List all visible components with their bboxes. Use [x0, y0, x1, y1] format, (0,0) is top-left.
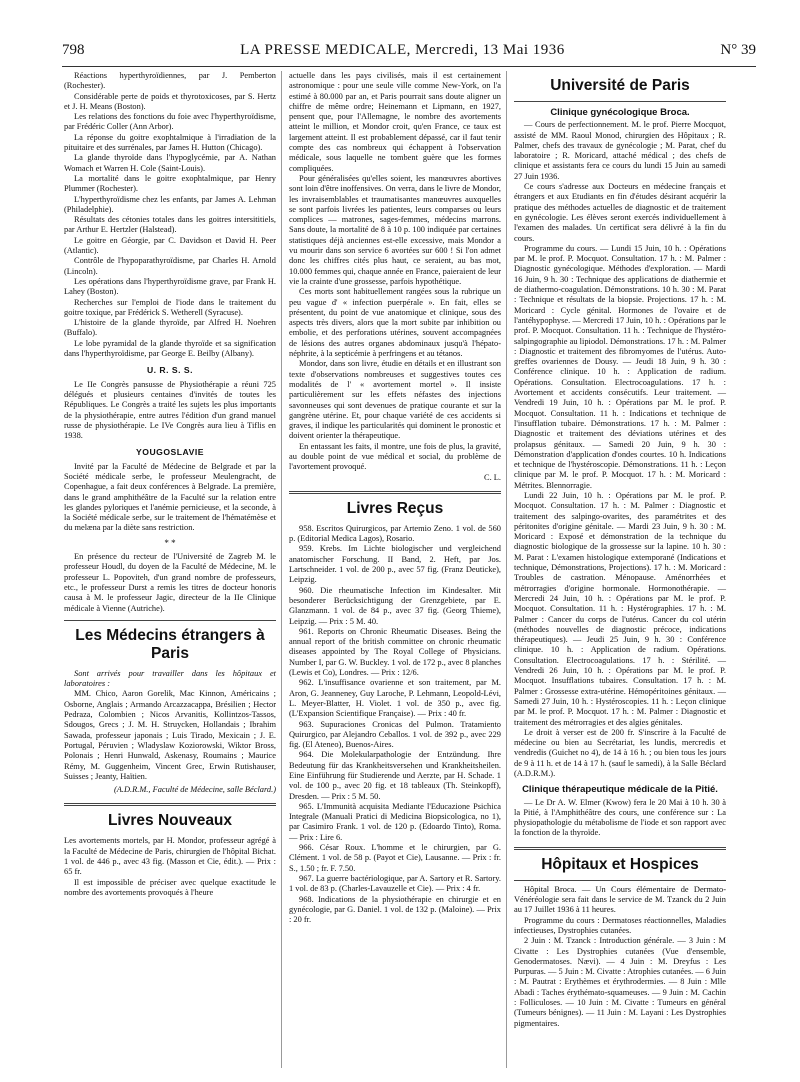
book-entry: 959. Krebs. Im Lichte biologischer und vergleichend anatomischer Forschung. II Band, 2. Heft, par Jos. Lartschneider. 1 vol. de 200 p., avec 57 fig. (Franz Deuticke), Leipzig.: [289, 544, 501, 585]
book-entry: 962. L'insuffisance ovarienne et son traitement, par M. Aron, G. Jeanneney, Guy Laroche, P. Lehmann, Leopold-Lévi, L. Meyer-Blatter, H. Violet. 1 vol. de 350 p., avec fig. (L'Expansion Scientifique Française). — Prix : 40 fr.: [289, 678, 501, 719]
medecins-text: MM. Chico, Aaron Gorelik, Mac Kinnon, Américains ; Osborne, Anglais ; Armando Arcazzacappa, Brésilien ; Hector Pedraza, Colombien ; Nicos Arvanitis, Kollintzos-Tassos, Sdougos, Grecs ; J. M. H. Struycken, Hollandais ; Ibrahim Sawada, professeur japonais ; Luis Tirado, Mexicain ; J. E. Portugal, Péruvien ; Wladyslaw Koziorowski, Wiktor Bross, Polonais ; Henri Hunwald, Askenasy, Roumains ; Maurice Rémy, M. Guggenheim, Vincent Grec, Erwin Rutishauser, Suisses ; Jeanty, Haïtien.: [64, 689, 276, 781]
book-entry: 963. Supuraciones Cronicas del Pulmon. Tratamiento Quirurgico, par Alejandro Ceballos. 1 vol. de 392 p., avec 229 fig. (El Ateneo), Buenos-Aires.: [289, 719, 501, 750]
section-rule: [64, 620, 276, 621]
column-divider: [281, 71, 282, 1068]
review-paragraph: Ces morts sont habituellement rangées sous la rubrique un peu vague d' « infection puerpérale ». En fait, elles se présentent, du point de vue anatomique et clinique, sous des aspects très divers, alors que la mort subite par inhibition ou embolie, et des perforations utérines, souvent accompagnées de lésions des autres organes abdominaux jusqu'à l'hépato-néphrite, à la septicémie à perfringens et au tétanos.: [289, 287, 501, 359]
book-review-entry: Les avortements mortels, par H. Mondor, professeur agrégé à la Faculté de Médecine de Paris, chirurgien de l'hôpital Bichat. 1 vol. de 446 p., avec 43 fig. (Masson et Cie, édit.). — Prix : 65 fr.: [64, 836, 276, 877]
clinique-text: Programme du cours. — Lundi 15 Juin, 10 h. : Opérations par M. le prof. P. Mocquot. Consultation. 17 h. : M. Palmer : Diagnostic gynécologique. Méthodes d'exploration. — Mardi 16 Juin, 9 h. 30 : Technique des applications de diathermie et de diathermo-coagulation. Démonstrations. 10 h. 30 : M. Parat : Technique et résultats de la biopsie. Projections. 17 h. : M. Moricard : Cycle génital. Hormones de l'ovaire et de l'antéhypophyse. — Mercredi 17 Juin, 10 h. : Opérations par le prof. P. Mocquot. Consultation. 11 h. : Technique de l'hystéro-salpingographie au lipiodol. Démonstrations. 17 h. : M. Palmer : Diagnostic et traitement des fibromyomes de l'utérus. Auto-greffes ovariennes de Dousy. — Jeudi 18 Juin, 9 h. 30 : Conférence clinique. 10 h. : Application de radium. Opérations. Consultation. Electrocoagulations. 17 h. : Avortement et accidents consécutifs. Leur traitement. — Vendredi 19 Juin, 10 h. : Opérations par M. le prof. P. Mocquot. Consultation. 11 h. : Indications et technique de l'insufflation tubaire. Démonstrations. 17 h. : M. Palmer : Diagnostic et traitement des déviations utérines et des prolapsus génitaux. — Samedi 20 Juin, 9 h. 30 : Démonstration d'application d'ondes courtes. 10 h. Indications et technique de l'hystéroscopie. Démonstrations. 11 h. : Leçon clinique par M. le prof. P. Mocquot. 17 h. : M. Moricard : Métrites. Blennorragie.: [514, 243, 726, 490]
book-entry: 960. Die rheumatische Infection im Kindesalter. Mit besonderer Berücksichtigung der Grenzgebiete, par E. Glanzmann. 1 vol. de 84 p., avec 37 fig. (Georg Thieme), Leipzig. — Prix : 5 M. 40.: [289, 585, 501, 626]
hopitaux-heading: Hôpitaux et Hospices: [541, 855, 699, 873]
section-rule: [514, 101, 726, 102]
yougoslavie-text: Invité par la Faculté de Médecine de Belgrade et par la Société médicale serbe, le professeur Meulengracht, de Copenhague, a fait deux conférences à Belgrade. La première, dans le grand amphithéâtre de la Faculté sur la relation entre les glandes pyloriques et l'anémie pernicieuse, et la seconde, à la Société médicale serbe, sur le traitement de l'hématémèse et du melæna par la diète sans restriction.: [64, 461, 276, 533]
reference-item: Le goitre en Géorgie, par C. Davidson et David H. Peer (Atlantic).: [64, 235, 276, 256]
reference-item: Considérable perte de poids et thyrotoxicoses, par S. Hertz et J. H. Means (Boston).: [64, 91, 276, 111]
page-number: 798: [62, 42, 85, 58]
book-entry: 967. La guerre bactériologique, par A. Sartory et R. Sartory. 1 vol. de 83 p. (Charles-Lavauzelle et Cie). — Prix : 4 fr.: [289, 873, 501, 894]
reference-item: L'histoire de la glande thyroïde, par Alfred H. Noehren (Buffalo).: [64, 318, 276, 338]
publication-title: LA PRESSE MEDICALE, Mercredi, 13 Mai 1936: [240, 42, 565, 58]
reference-item: L'hyperthyroïdisme chez les enfants, par James A. Lehman (Philadelphie).: [64, 194, 276, 214]
urss-text: Le IIe Congrès pansusse de Physiothérapie a réuni 725 délégués et plusieurs centaines d'invités de toutes les Républiques. Le Congrès a traité les sujets les plus importants de la physiothérapie, entre autres l'édition d'un grand manuel russe de physiothérapie. Le IVe Congrès aura lieu à Tiflis en 1938.: [64, 379, 276, 441]
medecins-heading: Les Médecins étrangers à Paris: [75, 626, 265, 662]
book-review-text: Il est impossible de préciser avec quelque exactitude le nombre des avortements provoqués à l'heure: [64, 877, 276, 897]
book-entry: 966. César Roux. L'homme et le chirurgien, par G. Clément. 1 vol. de 58 p. (Payot et Cie), Lausanne. — Prix : fr. S., 1.50 ; fr. F. 7.50.: [289, 843, 501, 873]
separator-stars: * *: [164, 537, 176, 548]
review-paragraph: actuelle dans les pays civilisés, mais il est certainement astronomique : pour une seule ville comme New-York, on l'a estimé à 80.000 par an, et Paris pourrait sans doute aligner un chiffre de même ordre; Heinemann et Lipmann, en 1927, pensent que, pour l'Allemagne, le nombre des avortements atteint le million, et Mondor croit, qu'en France, ce taux est largement atteint. Il est probablement dépassé, car il faut tenir compte des cas nombreux qui échappent à l'observation médicale, sous laquelle ne tombent guère que les formes compliquées.: [289, 71, 501, 173]
clinique-text: Lundi 22 Juin, 10 h. : Opérations par M. le prof. P. Mocquot. Consultation. 17 h. : M. Palmer : Diagnostic et traitement des salpingo-ovarites, des paramétrites et des péritonites d'origine génitale. — Mardi 23 Juin, 9 h. 30 : M. Moricard : Exposé et démonstration de la technique du diagnostic biologique de la grossesse sur la lapine. 10 h. 30 : M. Parat : L'examen histologique extemporané (Indications et technique, Démonstrations, Projections). 17 h. : M. Moricard : Troubles de castration. Ménopause. Aménorrhées et métrorragies d'origine hormonale. Hormonothérapie. — Mercredi 24 Juin, 10 h. : Opérations par M. le prof. P. Mocquot. Consultation. 11 h. : Hystérographies. 17 h. : M. Palmer : Cancer du corps de l'utérus. Cancer du col utérin (méthodes nouvelles de diagnostic précoce, indications thérapeutiques). — Jeudi 25 Juin, 9 h. 30 : Conférence clinique. 10 h. : Application de radium. Opérations. Consultation. Electrocoagulations. 17 h. : Stérilité. — Vendredi 26 Juin, 10 h. : Opérations par M. le prof. P. Mocquot. Insufflations tubaires. Consultation. 17 h. : M. Palmer : Grossesse extra-utérine. Hémopéritoines génitaux. — Samedi 27 Juin, 10 h. : Hystéroscopies. 11 h. : Leçon clinique par M. le prof. P. Mocquot. 17 h. : M. Palmer : Diagnostic et traitement des métrorragies et des algies génitales.: [514, 490, 726, 727]
livres-nouveaux-heading: Livres Nouveaux: [107, 812, 233, 830]
reference-item: Contrôle de l'hypoparathyroïdisme, par Charles H. Arnold (Lincoln).: [64, 256, 276, 276]
references-list: [64, 71, 276, 359]
review-signature: C. L.: [484, 472, 501, 482]
reference-item: Réactions hyperthyroïdiennes, par J. Pemberton (Rochester).: [64, 71, 276, 91]
page-header: [62, 42, 756, 64]
section-rule: [289, 491, 501, 494]
book-entry: 964. Die Molekularpathologie der Entzündung. Ihre Bedeutung für das Krankheitsversehen und Krankheitsheilen. Eine Einführung für Studierende und Aerzte, par H. Schade. 1 vol. de 100 p., avec 20 fig. et 18 tableaux (Th. Steinkopff), Dresden. — Prix : 5 M. 50.: [289, 750, 501, 801]
review-paragraph: En entassant les faits, il montre, une fois de plus, la gravité, au double point de vue médical et social, du problème de l'avortement provoqué.: [289, 441, 501, 472]
section-rule: [514, 847, 726, 850]
column-2: [289, 71, 501, 925]
review-paragraph: Mondor, dans son livre, étudie en détails et en illustrant son texte d'observations nombreuses et suggestives toutes ces modalités de l' « avortement mortel ». Il insiste particulièrement sur les effets néfastes des injections savonneuses qui sont devenues de pratique courante et sur la gangrène utérine. Et, pour chaque variété de ces accidents si graves, il indique les particularités qui dominent le pronostic et doivent orienter la thérapeutique.: [289, 359, 501, 441]
reference-item: Résultats des cétonies totales dans les goitres intersititiels, par Arthur E. Hertzler (Halstead).: [64, 215, 276, 235]
urss-heading: U. R. S. S.: [146, 365, 194, 376]
reference-item: La réponse du goitre exophtalmique à l'irradiation de la pituitaire et des surrénales, par James H. Hutton (Chicago).: [64, 132, 276, 153]
zagreb-text: En présence du recteur de l'Université de Zagreb M. le professeur Houdl, du doyen de la Faculté de Médecine, M. le professeur L. Popoviteh, d'un grand nombre de professeurs, etc., le professeur Durst a remis les titres de docteur honoris causa à M. le professeur Jagic, directeur de la IIe Clinique médicale à Vienne (Autriche).: [64, 552, 276, 613]
medecins-intro: Sont arrivés pour travailler dans les hôpitaux et laboratoires :: [64, 668, 276, 689]
reference-item: Le lobe pyramidal de la glande thyroïde et sa signification dans l'hyperthyroïdisme, par George E. Beilby (Albany).: [64, 338, 276, 359]
books-list: [289, 524, 501, 926]
issue-number: N° 39: [720, 42, 756, 58]
column-3: [514, 71, 726, 1029]
section-rule: [514, 880, 726, 881]
hopital-text: Programme du cours : Dermatoses réactionnelles, Maladies infectieuses, Dystrophies cutanées.: [514, 915, 726, 935]
section-rule: [64, 803, 276, 806]
review-paragraph: Pour généralisées qu'elles soient, les manœuvres abortives sont loin d'être inoffensives. On verra, dans le livre de Mondor, les invraisemblables et traumatisantes manœuvres auxquelles se sont parfois livrées les patientes, leurs comparses ou leurs complices — matrones, sages-femmes, médecins marrons. Sans doute, la mortalité de 8 à 10 p. 100 indiquée par certaines statistiques déjà anciennes est-elle excessive, mais Mondor a vu mourir dans son service 6 avortées sur 600 ! Si l'on admet donc les chiffres cités plus haut, ce seraient, au bas mot, 10.000 femmes qui, chaque année en France, paieraient de leur vie la crainte d'une grossesse, parfois hypothétique.: [289, 173, 501, 286]
book-entry: 968. Indications de la physiothérapie en chirurgie et en gynécologie, par G. Daniel. 1 vol. de 132 p. (Maloine). — Prix : 20 fr.: [289, 894, 501, 925]
universite-heading: Université de Paris: [550, 77, 690, 94]
clinique-text: — Cours de perfectionnement. M. le prof. Pierre Mocquot, assisté de MM. Raoul Monod, chirurgien des Hôpitaux ; R. Palmer, chefs des travaux de gynécologie ; M. Parat, chef du laboratoire ; R. Moricard, attaché médical ; des chefs de clinique et assistants fera ce cours du lundi 15 Juin au samedi 27 Juin 1936.: [514, 120, 726, 181]
medecins-source: (A.D.R.M., Faculté de Médecine, salle Béclard.): [113, 785, 276, 795]
book-entry: 965. L'Immunità acquisita Mediante l'Educazione Psichica Integrale (Manuali Pratici di Medicina Biopsicologica, no 1), par Casimiro Frank. 1 vol. de 120 p. (Edoardo Tinto), Roma. — Prix : Lire 6.: [289, 801, 501, 842]
reference-item: Les opérations dans l'hyperthyroïdisme grave, par Frank H. Lahey (Boston).: [64, 276, 276, 297]
reference-item: Recherches sur l'emploi de l'iode dans le traitement du goitre toxique, par Frédérick S. Wetherell (Syracuse).: [64, 297, 276, 317]
column-divider: [506, 71, 507, 1068]
clinique-text: Le droit à verser est de 200 fr. S'inscrire à la Faculté de médecine ou bien au Secrétariat, les lundis, mercredis et vendredis (Guichet no 4), de 14 à 16 h. ; ou bien tous les jours de 9 à 11 h. et de 14 à 17 h. (sauf le samedi), à la Salle Béclard (A.D.R.M.).: [514, 727, 726, 778]
book-entry: 958. Escritos Quirurgicos, par Artemio Zeno. 1 vol. de 560 p. (Editorial Medica Lagos), Rosario.: [289, 523, 501, 544]
reference-item: La mortalité dans le goitre exophtalmique, par Henry Plummer (Rochester).: [64, 173, 276, 194]
reference-item: La glande thyroïde dans l'hypoglycémie, par A. Nathan Womach et Warren H. Cole (Saint-Louis).: [64, 153, 276, 173]
clinique-heading: Clinique gynécologique Broca.: [550, 107, 690, 118]
yougoslavie-heading: YOUGOSLAVIE: [136, 447, 204, 458]
header-rule: [62, 66, 756, 67]
livres-recus-heading: Livres Reçus: [346, 499, 444, 517]
pitie-text: — Le Dr A. W. Elmer (Kwow) fera le 20 Mai à 10 h. 30 à la Pitié, à l'Amphithéâtre des cours, une conférence sur : La physiopathologie du métabolisme de l'iode et son rapport avec la fonction de la thyroïde.: [514, 797, 726, 838]
pitie-heading: Clinique thérapeutique médicale de la Pitié.: [522, 784, 718, 796]
hopital-text: Hôpital Broca. — Un Cours élémentaire de Dermato-Vénéréologie sera fait dans le service de M. Tzanck du 2 Juin au 17 Juillet 1936 à 11 heures.: [514, 884, 726, 915]
clinique-text: Ce cours s'adresse aux Docteurs en médecine français et étrangers et aux Etudiants en fin d'études désirant acquérir la pratique des méthodes actuelles de diagnostic et de traitement en gynécologie. Les élèves seront exercés individuellement à l'examen des malades. Un certificat sera délivré à la fin du cours.: [514, 182, 726, 243]
reference-item: Les relations des fonctions du foie avec l'hyperthyroïdisme, par Frédéric Coller (Ann Arbor).: [64, 112, 276, 132]
hopital-text: 2 Juin : M. Tzanck : Introduction générale. — 3 Juin : M Civatte : Les Dystrophies cutanées (Vue d'ensemble, Genodermatoses. Nævi). — 4 Juin : M. Dreyfus : Les Purpuras. — 5 Juin : M. Civatte : Atrophies cutanées. — 6 Juin : M. Pautrat : Erythèmes et érythrodermies. — 8 Juin : Mlle Abadi : Taches érythémato-squameuses. — 9 Juin : M. Cachin : Folliculoses. — 10 Juin : M. Civatte : Tumeurs en général (Tumeurs bénignes). — 11 Juin : M. Layani : Les Dystrophies pigmentaires.: [514, 936, 726, 1028]
column-1: [64, 71, 276, 898]
book-entry: 961. Reports on Chronic Rheumatic Diseases. Being the annual report of the british committee on chronic rheumatic diseases appointed by The Royal College of Physicians. Number I, par G. W. Buckley. 1 vol. de 172 p., avec 8 planches (Lewis et Co), Londres. — Prix : 12/6.: [289, 626, 501, 678]
